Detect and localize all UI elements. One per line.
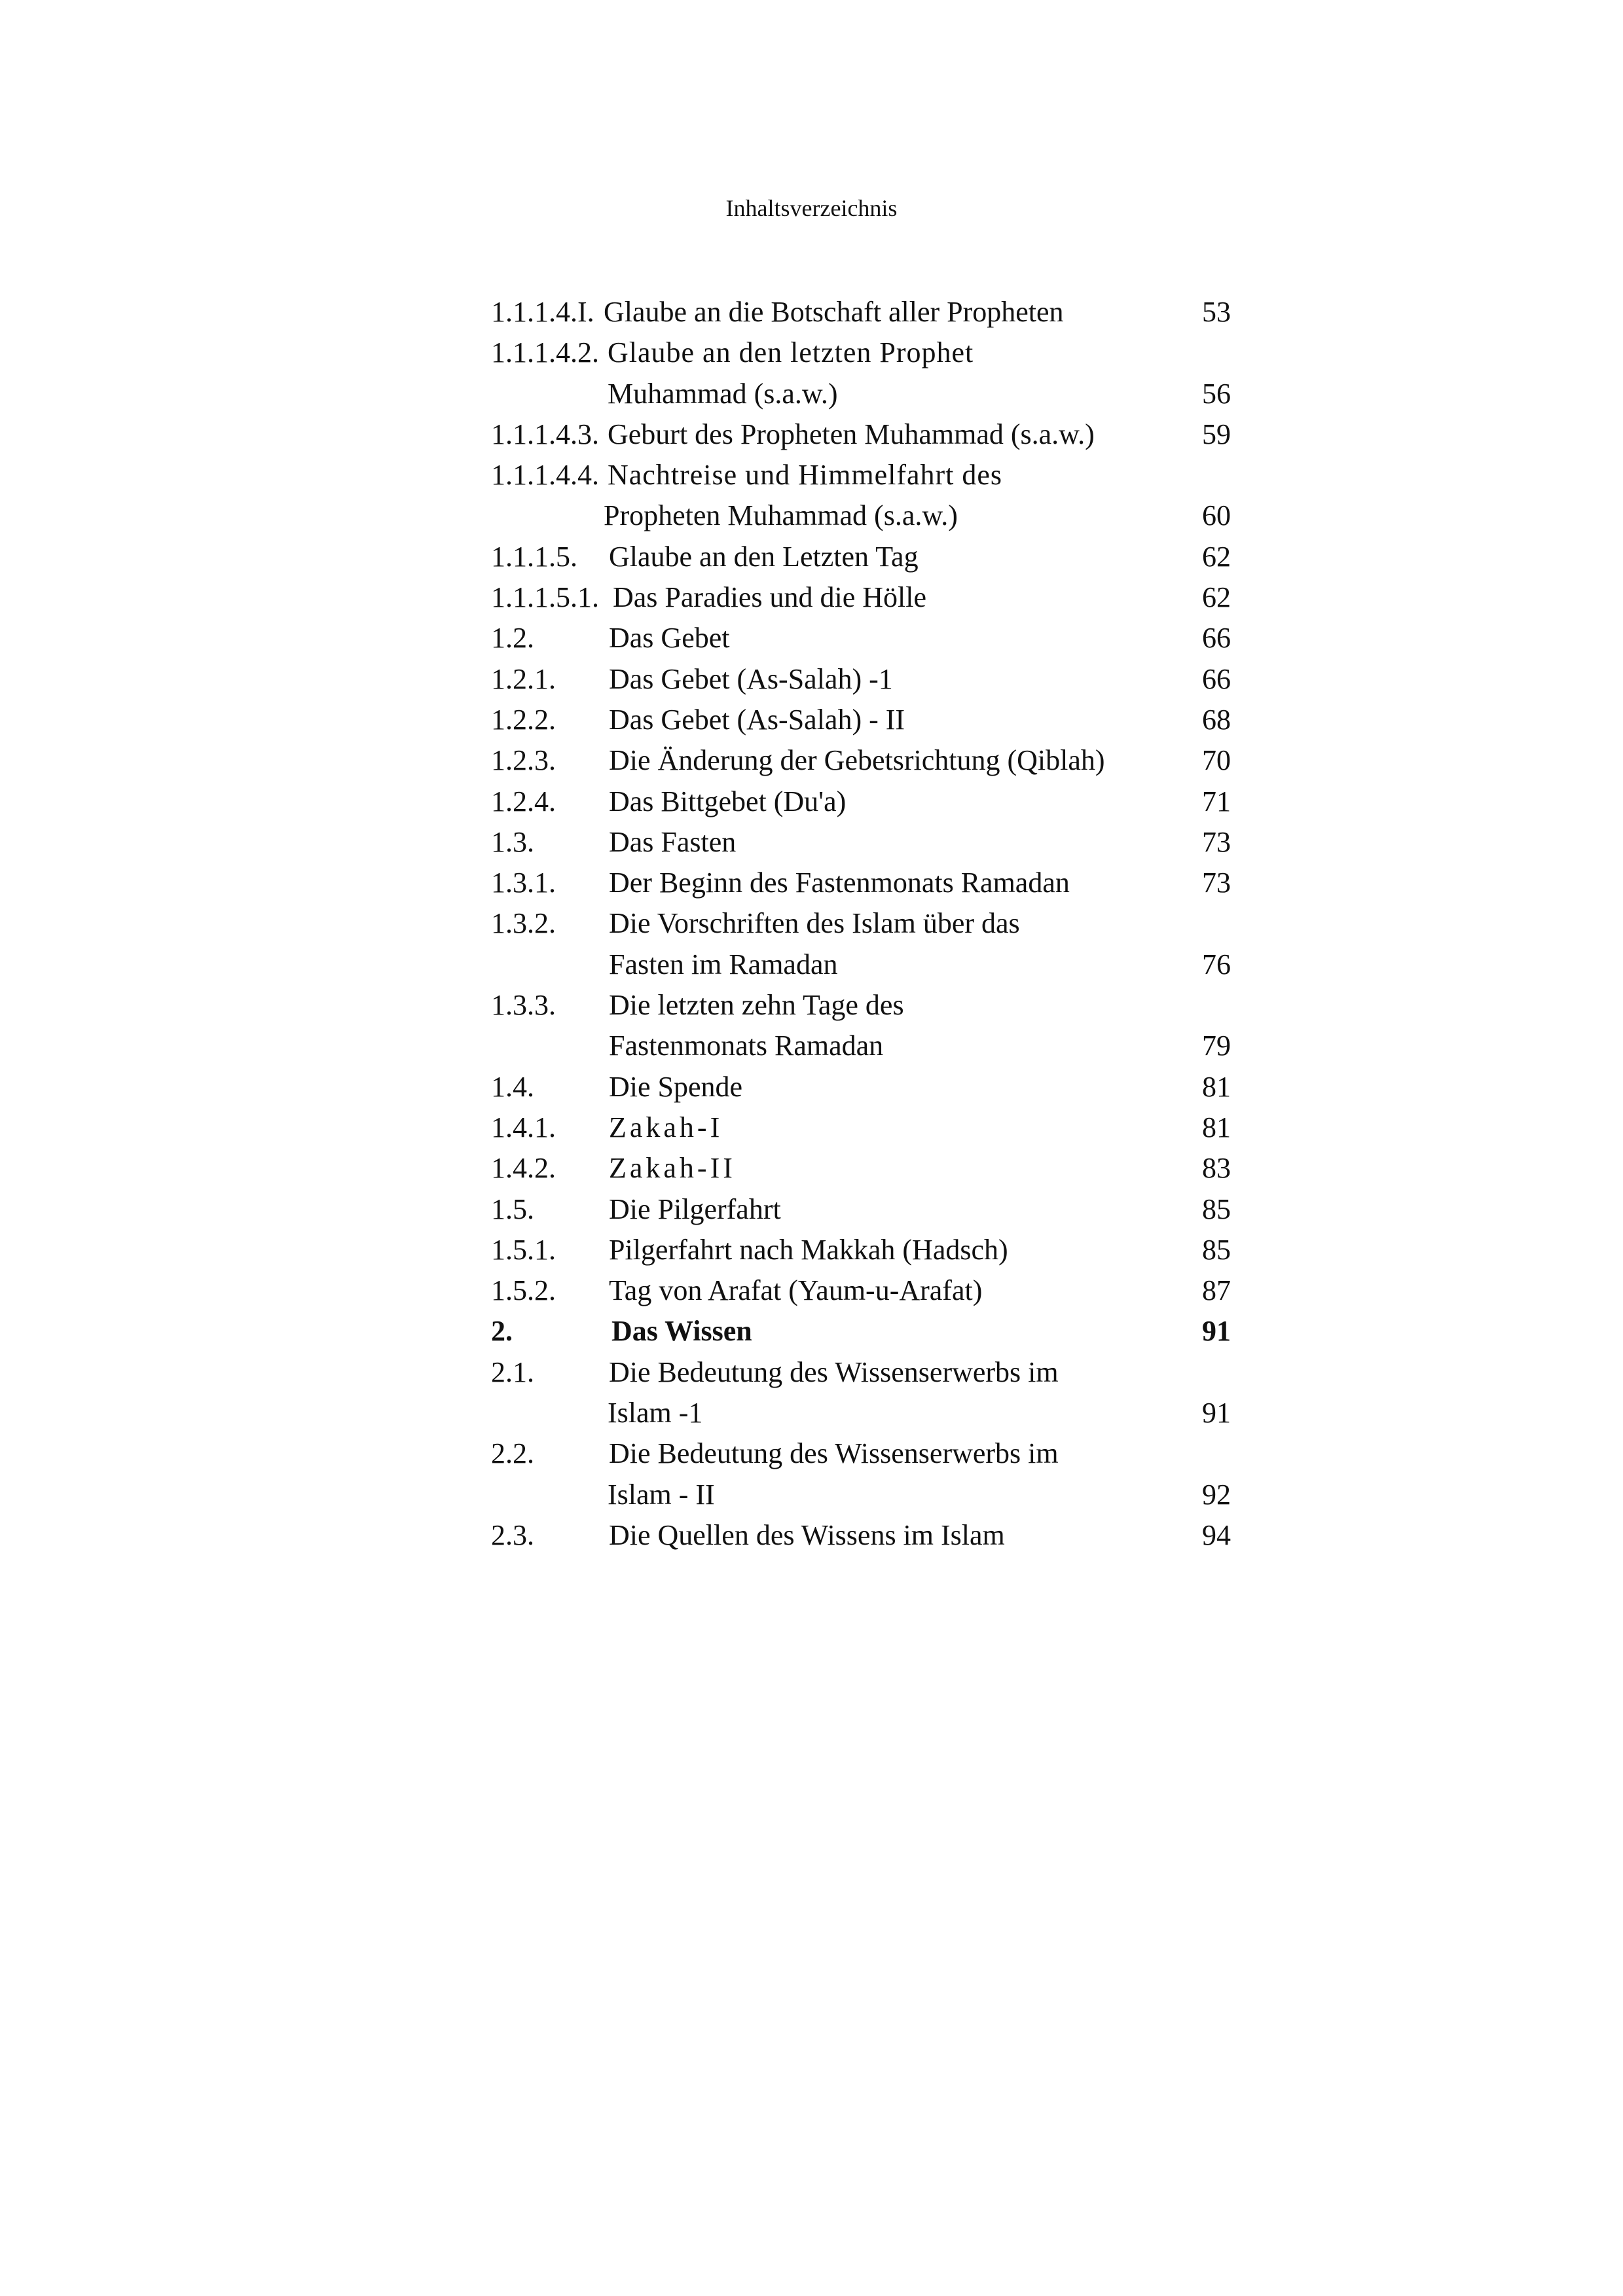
toc-entry-title: Zakah-II [609, 1152, 736, 1185]
toc-entry[interactable] [491, 1270, 1231, 1311]
toc-entry-number: 1.5.2. [491, 1274, 556, 1307]
toc-entry-title: Nachtreise und Himmelfahrt des [608, 459, 1003, 492]
toc-entry-number: 2.2. [491, 1437, 534, 1470]
toc-entry-page: 91 [1202, 1315, 1231, 1348]
toc-entry-number: 1.2.2. [491, 703, 556, 736]
toc-entry-title: Das Gebet (As-Salah) - II [609, 703, 905, 736]
toc-entry[interactable] [491, 332, 1231, 373]
toc-entry-title: Die Bedeutung des Wissenserwerbs im [609, 1437, 1059, 1470]
toc-entry-number: 1.2.3. [491, 744, 556, 777]
toc-entry[interactable] [491, 740, 1231, 781]
toc-entry-page: 53 [1202, 296, 1231, 328]
toc-entry-number: 1.1.1.5.1. [491, 581, 599, 614]
toc-entry[interactable] [491, 822, 1231, 863]
toc-entry-page: 81 [1202, 1070, 1231, 1103]
toc-entry-title: Islam - II [608, 1478, 715, 1511]
toc-entry-title: Fasten im Ramadan [609, 948, 838, 980]
toc-entry-title: Glaube an die Botschaft aller Propheten [604, 296, 1064, 328]
toc-entry-page: 79 [1202, 1030, 1231, 1062]
toc-entry-title: Islam -1 [608, 1397, 703, 1429]
toc-entry-continuation[interactable] [491, 1393, 1231, 1433]
toc-entry-title: Das Paradies und die Hölle [613, 581, 926, 614]
toc-entry-number: 1.4.1. [491, 1111, 556, 1143]
toc-entry[interactable] [491, 985, 1231, 1026]
toc-entry-title: Die letzten zehn Tage des [609, 989, 904, 1022]
toc-entry-title: Das Fasten [609, 825, 737, 858]
toc-entry-page: 91 [1202, 1397, 1231, 1429]
toc-entry[interactable] [491, 537, 1231, 577]
toc-entry-number: 1.2.4. [491, 785, 556, 817]
toc-entry-title: Zakah-I [609, 1111, 723, 1143]
toc-entry-continuation[interactable] [491, 944, 1231, 985]
toc-entry-title: Die Änderung der Gebetsrichtung (Qiblah) [609, 744, 1105, 777]
toc-entry-title: Die Spende [609, 1070, 743, 1103]
toc-entry-number: 1.5.1. [491, 1233, 556, 1266]
toc-entry-number: 1.4.2. [491, 1152, 556, 1185]
toc-entry-continuation[interactable] [491, 1475, 1231, 1515]
toc-entry[interactable] [491, 781, 1231, 822]
page-header-title: Inhaltsverzeichnis [725, 195, 898, 221]
toc-entry[interactable] [491, 863, 1231, 903]
toc-entry[interactable] [491, 577, 1231, 618]
toc-entry-title: Tag von Arafat (Yaum-u-Arafat) [609, 1274, 983, 1307]
toc-entry-page: 56 [1202, 377, 1231, 410]
toc-entry[interactable] [491, 1189, 1231, 1230]
toc-entry-number: 1.3.3. [491, 989, 556, 1022]
toc-entry-page: 62 [1202, 581, 1231, 614]
toc-entry-title: Der Beginn des Fastenmonats Ramadan [609, 867, 1070, 899]
toc-entry-continuation[interactable] [491, 1026, 1231, 1066]
toc-entry-number: 2. [491, 1315, 513, 1348]
toc-entry-page: 87 [1202, 1274, 1231, 1307]
toc-entry-continuation[interactable] [491, 374, 1231, 414]
toc-entry[interactable] [491, 414, 1231, 455]
toc-entry-title: Das Wissen [611, 1315, 752, 1348]
toc-entry[interactable] [491, 1148, 1231, 1189]
toc-entry-title: Die Vorschriften des Islam über das [609, 907, 1020, 940]
toc-entry[interactable] [491, 1067, 1231, 1107]
toc-entry-page: 94 [1202, 1518, 1231, 1551]
toc-entry-page: 85 [1202, 1193, 1231, 1225]
toc-entry-number: 1.1.1.4.3. [491, 418, 599, 450]
toc-entry-title: Das Gebet [609, 622, 730, 655]
toc-entry[interactable] [491, 659, 1231, 700]
toc-entry-page: 92 [1202, 1478, 1231, 1511]
toc-entry[interactable] [491, 292, 1231, 332]
toc-entry-number: 2.3. [491, 1518, 534, 1551]
toc-entry[interactable] [491, 1515, 1231, 1556]
toc-entry-number: 1.3.1. [491, 867, 556, 899]
toc-entry[interactable] [491, 1230, 1231, 1270]
toc-entry-title: Geburt des Propheten Muhammad (s.a.w.) [608, 418, 1095, 450]
toc-entry-title: Das Gebet (As-Salah) -1 [609, 662, 893, 695]
toc-entry-page: 73 [1202, 867, 1231, 899]
toc-entry[interactable] [491, 700, 1231, 740]
toc-entry-title: Fastenmonats Ramadan [609, 1030, 884, 1062]
toc-entry-page: 73 [1202, 825, 1231, 858]
toc-entry-title: Die Quellen des Wissens im Islam [609, 1518, 1005, 1551]
toc-entry[interactable] [491, 1352, 1231, 1393]
toc-entry[interactable] [491, 455, 1231, 495]
table-of-contents [491, 292, 1231, 1556]
toc-entry-number: 1.2.1. [491, 662, 556, 695]
toc-entry-number: 1.2. [491, 622, 534, 655]
toc-entry[interactable] [491, 1107, 1231, 1148]
toc-entry-page: 81 [1202, 1111, 1231, 1143]
toc-entry-number: 1.5. [491, 1193, 534, 1225]
toc-entry-title: Die Pilgerfahrt [609, 1193, 781, 1225]
toc-entry-page: 62 [1202, 540, 1231, 573]
toc-entry-page: 85 [1202, 1233, 1231, 1266]
toc-entry-page: 66 [1202, 622, 1231, 655]
toc-entry-number: 1.1.1.4.2. [491, 336, 599, 369]
toc-entry-page: 70 [1202, 744, 1231, 777]
toc-entry-page: 76 [1202, 948, 1231, 980]
toc-entry-title: Glaube an den Letzten Tag [609, 540, 919, 573]
toc-entry[interactable] [491, 618, 1231, 658]
toc-entry-page: 71 [1202, 785, 1231, 817]
toc-entry-page: 59 [1202, 418, 1231, 450]
toc-entry-page: 68 [1202, 703, 1231, 736]
toc-entry-title: Pilgerfahrt nach Makkah (Hadsch) [609, 1233, 1008, 1266]
toc-entry-number: 1.1.1.4.4. [491, 459, 599, 492]
toc-entry-page: 83 [1202, 1152, 1231, 1185]
toc-entry-title: Glaube an den letzten Prophet [608, 336, 974, 369]
toc-entry-title: Die Bedeutung des Wissenserwerbs im [609, 1355, 1059, 1388]
toc-entry-number: 1.4. [491, 1070, 534, 1103]
toc-entry-continuation[interactable] [491, 495, 1231, 536]
toc-chapter-entry[interactable] [491, 1311, 1231, 1352]
toc-entry-number: 2.1. [491, 1355, 534, 1388]
toc-entry-number: 1.3.2. [491, 907, 556, 940]
toc-entry-number: 1.3. [491, 825, 534, 858]
toc-entry-number: 1.1.1.5. [491, 540, 577, 573]
toc-entry-page: 60 [1202, 499, 1231, 532]
toc-entry-number: 1.1.1.4.I. [491, 296, 594, 328]
toc-entry[interactable] [491, 1433, 1231, 1474]
toc-entry[interactable] [491, 903, 1231, 944]
toc-entry-page: 66 [1202, 662, 1231, 695]
toc-entry-title: Propheten Muhammad (s.a.w.) [604, 499, 958, 532]
toc-entry-title: Das Bittgebet (Du'a) [609, 785, 847, 817]
toc-entry-title: Muhammad (s.a.w.) [608, 377, 838, 410]
